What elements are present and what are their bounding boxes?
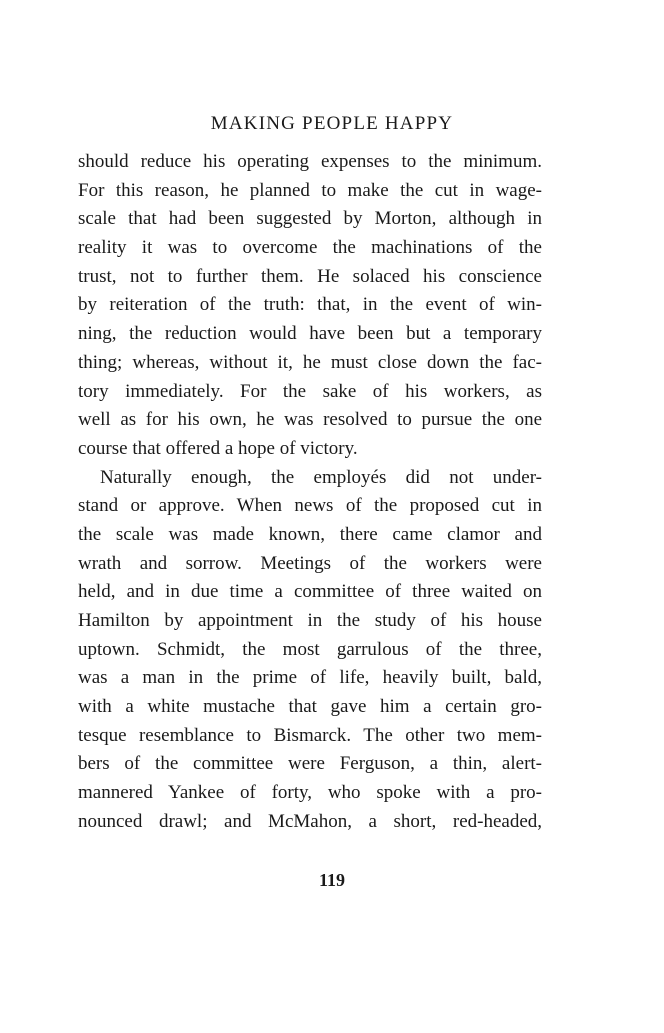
- text-line: bers of the committee were Ferguson, a thin, alert-: [78, 753, 542, 775]
- text-line: tesque resemblance to Bismarck. The other two mem-: [78, 724, 542, 746]
- text-line: thing; whereas, without it, he must close down the fac-: [78, 351, 542, 373]
- text-line: with a white mustache that gave him a certain gro-: [78, 696, 542, 718]
- page-number: 119: [318, 870, 345, 890]
- text-line: well as for his own, he was resolved to pursue the one: [78, 409, 542, 431]
- text-line: should reduce his operating expenses to the minimum.: [78, 151, 542, 172]
- text-line: tory immediately. For the sake of his workers, as: [78, 380, 542, 402]
- text-line: reality it was to overcome the machinations of the: [78, 237, 542, 259]
- text-line: trust, not to further them. He solaced his conscience: [78, 265, 542, 287]
- text-line: For this reason, he planned to make the cut in wage-: [78, 179, 542, 201]
- running-head: MAKING PEOPLE HAPPY: [210, 113, 454, 134]
- body-text: [78, 148, 542, 837]
- paragraph-start-line: Naturally enough, the employés did not under-: [100, 466, 542, 488]
- text-line: the scale was made known, there came clamor and: [78, 523, 542, 545]
- text-line: scale that had been suggested by Morton, although in: [78, 208, 542, 230]
- text-line: stand or approve. When news of the proposed cut in: [78, 495, 542, 517]
- text-line: Hamilton by appointment in the study of his house: [78, 610, 542, 631]
- text-line: ning, the reduction would have been but a temporary: [78, 323, 542, 345]
- text-line: held, and in due time a committee of three waited on: [78, 581, 542, 603]
- text-line: mannered Yankee of forty, who spoke with a pro-: [78, 782, 542, 804]
- paragraph-end-line: course that offered a hope of victory.: [78, 437, 358, 459]
- text-line: nounced drawl; and McMahon, a short, red-headed,: [78, 810, 542, 832]
- text-line: wrath and sorrow. Meetings of the workers were: [78, 552, 542, 574]
- text-line: uptown. Schmidt, the most garrulous of the three,: [78, 638, 542, 660]
- text-line: by reiteration of the truth: that, in the event of win-: [78, 294, 542, 316]
- text-line: was a man in the prime of life, heavily built, bald,: [78, 667, 542, 689]
